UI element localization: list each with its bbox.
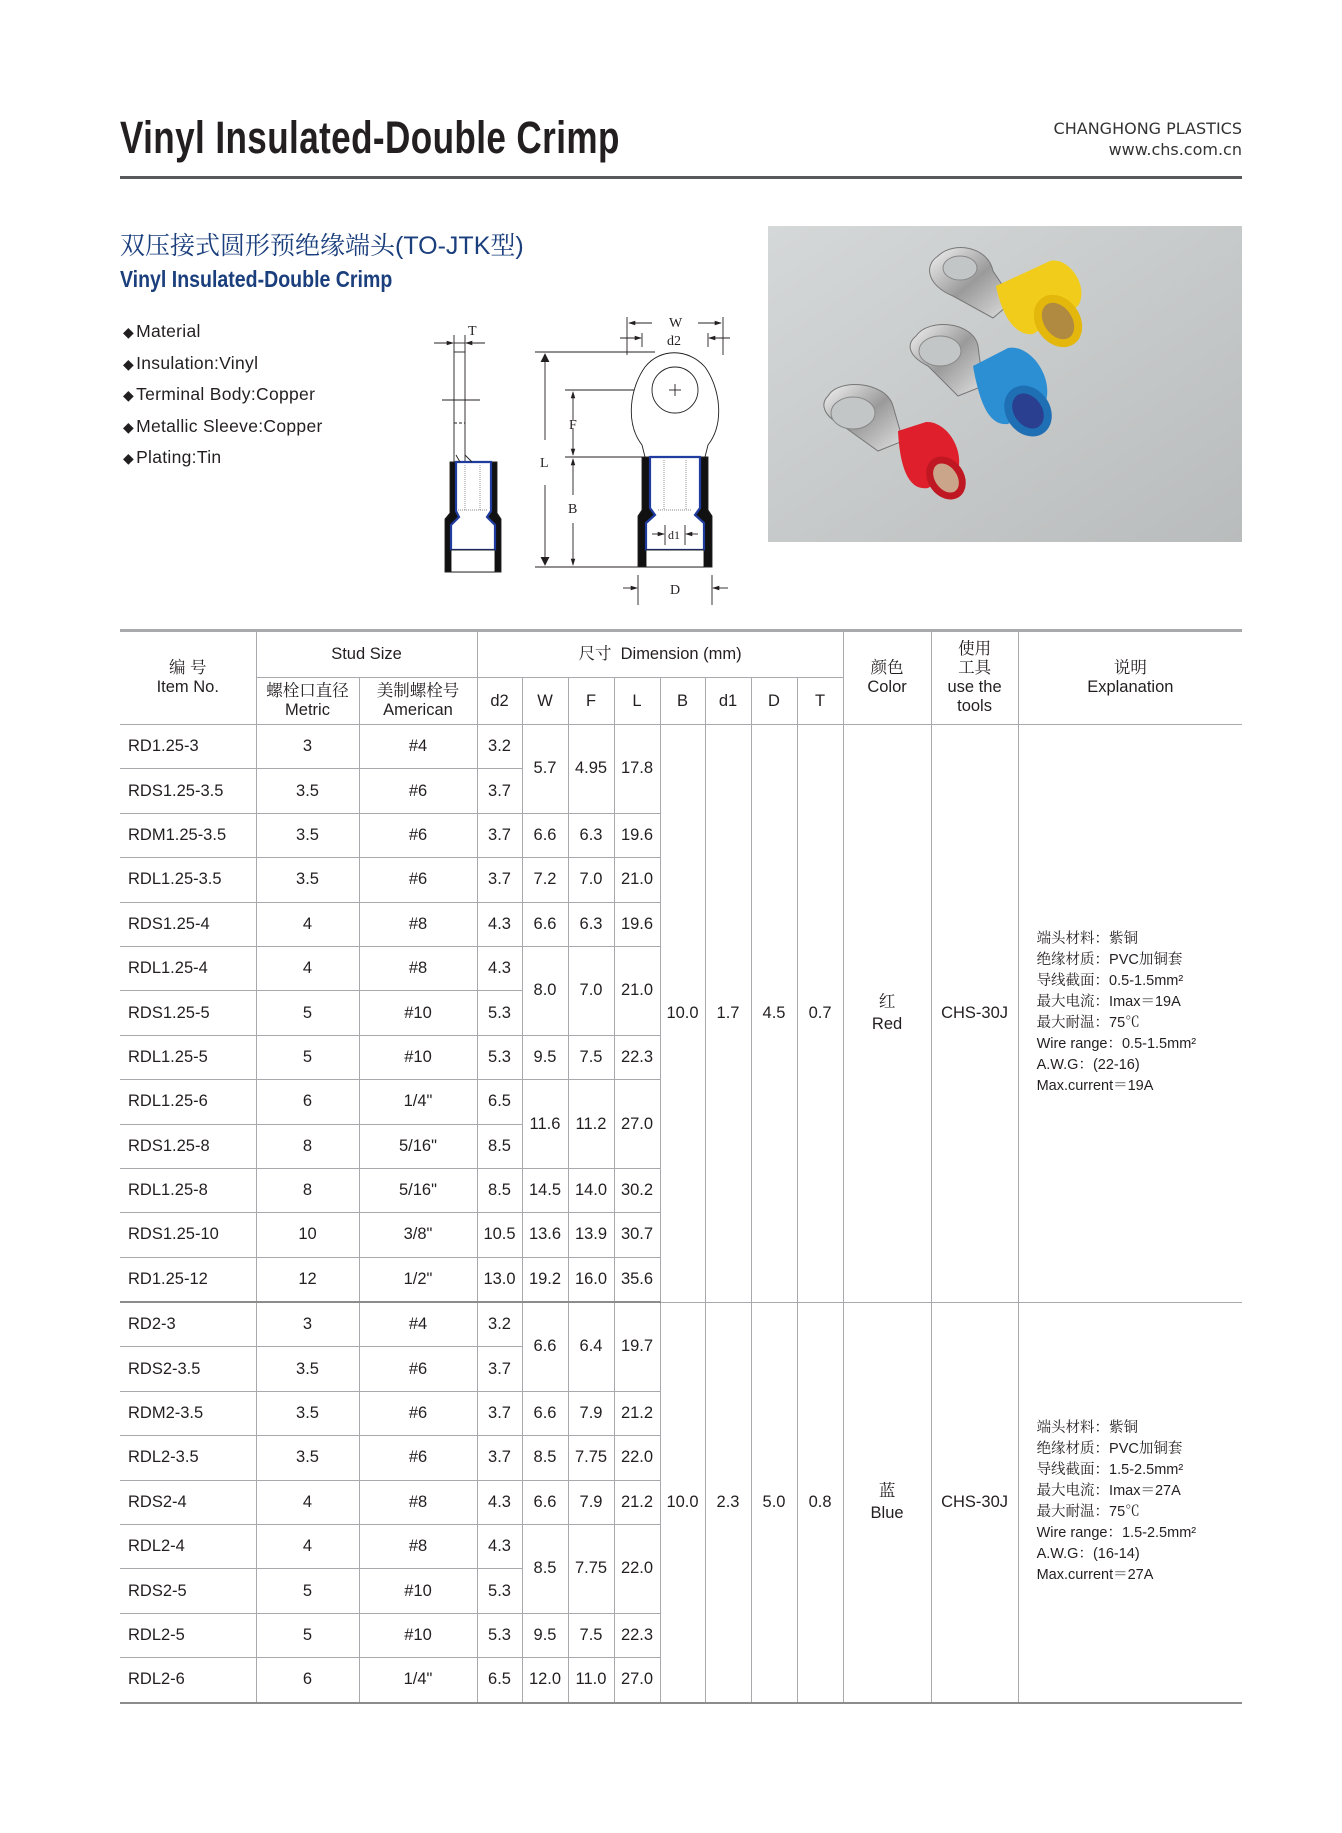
feature-item: ◆ Plating:Tin bbox=[123, 442, 323, 474]
side-view bbox=[434, 335, 501, 572]
header-item-en: Item No. bbox=[156, 678, 219, 696]
header-color-cn: 颜色 bbox=[870, 659, 904, 677]
cell-W: 6.6 bbox=[522, 1391, 568, 1435]
header-T: T bbox=[797, 678, 843, 725]
cell-american: #6 bbox=[359, 769, 477, 813]
header-american-cn: 美制螺栓号 bbox=[376, 682, 460, 700]
feature-item: ◆ Terminal Body:Copper bbox=[123, 379, 323, 411]
cell-W: 8.0 bbox=[522, 946, 568, 1035]
cell-F: 7.0 bbox=[568, 946, 614, 1035]
cell-d2: 4.3 bbox=[477, 902, 522, 946]
product-title-en: Vinyl Insulated-Double Crimp bbox=[120, 266, 393, 292]
cell-item-no: RDS2-3.5 bbox=[120, 1347, 256, 1391]
header-metric bbox=[256, 678, 359, 725]
cell-d2: 13.0 bbox=[477, 1257, 522, 1302]
cell-F: 6.3 bbox=[568, 813, 614, 857]
cell-explanation bbox=[1018, 725, 1242, 1303]
cell-tool: CHS-30J bbox=[931, 725, 1018, 1303]
cell-d2: 3.2 bbox=[477, 725, 522, 769]
cell-F: 7.9 bbox=[568, 1391, 614, 1435]
cell-item-no: RD1.25-12 bbox=[120, 1257, 256, 1302]
cell-d2: 3.7 bbox=[477, 1436, 522, 1480]
cell-d2: 4.3 bbox=[477, 1525, 522, 1569]
cell-american: 1/2" bbox=[359, 1257, 477, 1302]
cell-metric: 3 bbox=[256, 725, 359, 769]
cell-W: 13.6 bbox=[522, 1213, 568, 1257]
cell-tool: CHS-30J bbox=[931, 1302, 1018, 1703]
cell-metric: 3 bbox=[256, 1302, 359, 1347]
feature-item: ◆ Metallic Sleeve:Copper bbox=[123, 411, 323, 443]
cell-L: 19.6 bbox=[614, 902, 660, 946]
header-explanation bbox=[1018, 631, 1242, 725]
cell-L: 17.8 bbox=[614, 725, 660, 814]
cell-american: #10 bbox=[359, 1569, 477, 1613]
cell-metric: 4 bbox=[256, 1525, 359, 1569]
cell-W: 6.6 bbox=[522, 902, 568, 946]
cell-metric: 4 bbox=[256, 1480, 359, 1524]
cell-d2: 3.7 bbox=[477, 858, 522, 902]
cell-d2: 5.3 bbox=[477, 1035, 522, 1079]
cell-d2: 5.3 bbox=[477, 991, 522, 1035]
cell-d1: 2.3 bbox=[705, 1302, 751, 1703]
explanation-line: 绝缘材质：PVC加铜套 bbox=[1036, 952, 1183, 969]
header-metric-cn: 螺栓口直径 bbox=[266, 682, 349, 700]
header-tools-cn2: 工具 bbox=[958, 659, 992, 677]
explanation-line: Wire range：0.5-1.5mm² bbox=[1036, 1036, 1197, 1053]
cell-item-no: RDM2-3.5 bbox=[120, 1391, 256, 1435]
cell-metric: 4 bbox=[256, 946, 359, 990]
cell-item-no: RD1.25-3 bbox=[120, 725, 256, 769]
color-cn: 蓝 bbox=[878, 1482, 896, 1501]
cell-F: 11.0 bbox=[568, 1658, 614, 1703]
cell-american: 1/4" bbox=[359, 1658, 477, 1703]
header-american-en: American bbox=[383, 701, 453, 719]
cell-metric: 5 bbox=[256, 1613, 359, 1657]
color-en: Red bbox=[871, 1015, 903, 1034]
cell-F: 7.5 bbox=[568, 1613, 614, 1657]
explanation-line: A.W.G：(16-14) bbox=[1036, 1546, 1140, 1563]
cell-american: #8 bbox=[359, 1525, 477, 1569]
explanation-line: Max.current＝19A bbox=[1036, 1078, 1154, 1095]
cell-item-no: RDS1.25-4 bbox=[120, 902, 256, 946]
cell-american: #6 bbox=[359, 813, 477, 857]
label-L: L bbox=[540, 456, 549, 471]
product-photo bbox=[768, 226, 1242, 542]
cell-metric: 6 bbox=[256, 1080, 359, 1124]
header-expl-cn: 说明 bbox=[1113, 659, 1147, 677]
header-dimension: 尺寸 Dimension (mm) bbox=[477, 631, 843, 678]
label-D: D bbox=[670, 583, 681, 598]
cell-W: 6.6 bbox=[522, 1480, 568, 1524]
spec-table bbox=[120, 629, 1242, 1704]
feature-item: ◆ Insulation:Vinyl bbox=[123, 348, 323, 380]
header-tools-en1: use the bbox=[947, 678, 1002, 696]
explanation-line: 最大电流：Imax＝19A bbox=[1036, 994, 1181, 1011]
cell-metric: 3.5 bbox=[256, 813, 359, 857]
cell-color bbox=[843, 725, 931, 1303]
cell-item-no: RDL1.25-3.5 bbox=[120, 858, 256, 902]
cell-item-no: RDL2-6 bbox=[120, 1658, 256, 1703]
cell-item-no: RDM1.25-3.5 bbox=[120, 813, 256, 857]
cell-D: 5.0 bbox=[751, 1302, 797, 1703]
cell-L: 22.3 bbox=[614, 1035, 660, 1079]
terminal-dimension-diagram bbox=[420, 305, 740, 610]
cell-item-no: RDS2-5 bbox=[120, 1569, 256, 1613]
cell-color bbox=[843, 1302, 931, 1703]
header-L: L bbox=[614, 678, 660, 725]
cell-B: 10.0 bbox=[660, 1302, 705, 1703]
header-american bbox=[359, 678, 477, 725]
cell-item-no: RD2-3 bbox=[120, 1302, 256, 1347]
explanation-line: 最大耐温：75℃ bbox=[1036, 1015, 1140, 1032]
cell-american: #10 bbox=[359, 1035, 477, 1079]
cell-item-no: RDL2-3.5 bbox=[120, 1436, 256, 1480]
cell-L: 22.3 bbox=[614, 1613, 660, 1657]
label-B: B bbox=[568, 502, 578, 517]
cell-d2: 4.3 bbox=[477, 1480, 522, 1524]
cell-american: #6 bbox=[359, 858, 477, 902]
cell-d2: 3.2 bbox=[477, 1302, 522, 1347]
color-en: Blue bbox=[870, 1504, 904, 1523]
cell-L: 21.0 bbox=[614, 858, 660, 902]
cell-item-no: RDS1.25-10 bbox=[120, 1213, 256, 1257]
cell-F: 14.0 bbox=[568, 1168, 614, 1212]
cell-american: 5/16" bbox=[359, 1168, 477, 1212]
cell-explanation bbox=[1018, 1302, 1242, 1703]
header-expl-en: Explanation bbox=[1087, 678, 1174, 696]
cell-d2: 3.7 bbox=[477, 813, 522, 857]
header-color bbox=[843, 631, 931, 725]
cell-d2: 5.3 bbox=[477, 1613, 522, 1657]
header-tools-cn1: 使用 bbox=[958, 640, 992, 658]
cell-american: #6 bbox=[359, 1436, 477, 1480]
cell-d2: 6.5 bbox=[477, 1658, 522, 1703]
cell-metric: 5 bbox=[256, 1569, 359, 1613]
header-B: B bbox=[660, 678, 705, 725]
header-item-cn: 编 号 bbox=[168, 659, 207, 677]
company-block bbox=[1054, 118, 1242, 160]
cell-L: 22.0 bbox=[614, 1525, 660, 1614]
cell-F: 7.5 bbox=[568, 1035, 614, 1079]
company-website[interactable]: www.chs.com.cn bbox=[1108, 140, 1242, 159]
header-d1: d1 bbox=[705, 678, 751, 725]
header-D: D bbox=[751, 678, 797, 725]
cell-F: 13.9 bbox=[568, 1213, 614, 1257]
color-cn: 红 bbox=[878, 993, 896, 1012]
cell-american: #6 bbox=[359, 1391, 477, 1435]
cell-W: 19.2 bbox=[522, 1257, 568, 1302]
explanation-line: 导线截面：0.5-1.5mm² bbox=[1036, 973, 1184, 990]
cell-metric: 8 bbox=[256, 1124, 359, 1168]
cell-d2: 8.5 bbox=[477, 1124, 522, 1168]
cell-W: 7.2 bbox=[522, 858, 568, 902]
explanation-line: 导线截面：1.5-2.5mm² bbox=[1036, 1462, 1184, 1479]
cell-item-no: RDS2-4 bbox=[120, 1480, 256, 1524]
cell-american: #10 bbox=[359, 1613, 477, 1657]
header-tools bbox=[931, 631, 1018, 725]
cell-metric: 8 bbox=[256, 1168, 359, 1212]
header-item-no bbox=[120, 631, 256, 725]
cell-W: 5.7 bbox=[522, 725, 568, 814]
cell-d2: 5.3 bbox=[477, 1569, 522, 1613]
cell-L: 30.7 bbox=[614, 1213, 660, 1257]
cell-L: 19.7 bbox=[614, 1302, 660, 1391]
cell-d2: 3.7 bbox=[477, 1391, 522, 1435]
cell-W: 6.6 bbox=[522, 813, 568, 857]
cell-d2: 3.7 bbox=[477, 769, 522, 813]
cell-item-no: RDL1.25-8 bbox=[120, 1168, 256, 1212]
cell-W: 11.6 bbox=[522, 1080, 568, 1169]
cell-L: 21.2 bbox=[614, 1391, 660, 1435]
cell-metric: 12 bbox=[256, 1257, 359, 1302]
cell-L: 27.0 bbox=[614, 1658, 660, 1703]
label-T: T bbox=[468, 324, 477, 339]
cell-metric: 3.5 bbox=[256, 1436, 359, 1480]
cell-L: 21.2 bbox=[614, 1480, 660, 1524]
cell-T: 0.8 bbox=[797, 1302, 843, 1703]
cell-american: #8 bbox=[359, 902, 477, 946]
cell-metric: 10 bbox=[256, 1213, 359, 1257]
cell-metric: 3.5 bbox=[256, 858, 359, 902]
label-W: W bbox=[669, 316, 683, 331]
cell-W: 9.5 bbox=[522, 1613, 568, 1657]
cell-metric: 5 bbox=[256, 1035, 359, 1079]
cell-W: 8.5 bbox=[522, 1436, 568, 1480]
cell-american: 3/8" bbox=[359, 1213, 477, 1257]
cell-F: 7.9 bbox=[568, 1480, 614, 1524]
cell-d2: 10.5 bbox=[477, 1213, 522, 1257]
cell-metric: 6 bbox=[256, 1658, 359, 1703]
cell-metric: 3.5 bbox=[256, 769, 359, 813]
header-stud-size: Stud Size bbox=[256, 631, 477, 678]
cell-W: 9.5 bbox=[522, 1035, 568, 1079]
cell-L: 30.2 bbox=[614, 1168, 660, 1212]
header-F: F bbox=[568, 678, 614, 725]
cell-item-no: RDL1.25-5 bbox=[120, 1035, 256, 1079]
header-color-en: Color bbox=[867, 678, 907, 696]
header-rule bbox=[120, 176, 1242, 179]
explanation-line: 端头材料：紫铜 bbox=[1036, 931, 1139, 948]
page-title: Vinyl Insulated-Double Crimp bbox=[120, 112, 620, 163]
company-name: CHANGHONG PLASTICS bbox=[1053, 119, 1242, 138]
label-F: F bbox=[569, 418, 577, 433]
cell-american: #10 bbox=[359, 991, 477, 1035]
cell-american: #8 bbox=[359, 946, 477, 990]
cell-F: 7.75 bbox=[568, 1525, 614, 1614]
cell-item-no: RDL1.25-4 bbox=[120, 946, 256, 990]
spec-table-body bbox=[120, 725, 1242, 1703]
cell-item-no: RDS1.25-5 bbox=[120, 991, 256, 1035]
cell-d2: 6.5 bbox=[477, 1080, 522, 1124]
cell-L: 19.6 bbox=[614, 813, 660, 857]
cell-metric: 3.5 bbox=[256, 1347, 359, 1391]
cell-metric: 4 bbox=[256, 902, 359, 946]
cell-american: #6 bbox=[359, 1347, 477, 1391]
cell-item-no: RDL1.25-6 bbox=[120, 1080, 256, 1124]
cell-american: 1/4" bbox=[359, 1080, 477, 1124]
table-row bbox=[120, 1302, 1242, 1347]
feature-item: ◆ Material bbox=[123, 316, 323, 348]
feature-list bbox=[123, 316, 323, 474]
cell-item-no: RDS1.25-8 bbox=[120, 1124, 256, 1168]
cell-item-no: RDL2-4 bbox=[120, 1525, 256, 1569]
cell-L: 35.6 bbox=[614, 1257, 660, 1302]
cell-T: 0.7 bbox=[797, 725, 843, 1303]
explanation-line: 绝缘材质：PVC加铜套 bbox=[1036, 1441, 1183, 1458]
header-d2: d2 bbox=[477, 678, 522, 725]
cell-d2: 4.3 bbox=[477, 946, 522, 990]
cell-W: 14.5 bbox=[522, 1168, 568, 1212]
cell-metric: 5 bbox=[256, 991, 359, 1035]
product-title-cn: 双压接式圆形预绝缘端头(TO-JTK型) bbox=[120, 232, 524, 260]
cell-d2: 8.5 bbox=[477, 1168, 522, 1212]
cell-F: 7.75 bbox=[568, 1436, 614, 1480]
cell-D: 4.5 bbox=[751, 725, 797, 1303]
cell-american: #4 bbox=[359, 725, 477, 769]
cell-L: 22.0 bbox=[614, 1436, 660, 1480]
cell-L: 27.0 bbox=[614, 1080, 660, 1169]
explanation-line: Max.current＝27A bbox=[1036, 1567, 1154, 1584]
header-tools-en2: tools bbox=[957, 697, 992, 715]
cell-american: #4 bbox=[359, 1302, 477, 1347]
cell-L: 21.0 bbox=[614, 946, 660, 1035]
explanation-line: Wire range：1.5-2.5mm² bbox=[1036, 1525, 1197, 1542]
cell-item-no: RDS1.25-3.5 bbox=[120, 769, 256, 813]
cell-d2: 3.7 bbox=[477, 1347, 522, 1391]
cell-american: 5/16" bbox=[359, 1124, 477, 1168]
header-W: W bbox=[522, 678, 568, 725]
label-d1: d1 bbox=[668, 528, 680, 542]
header-metric-en: Metric bbox=[285, 701, 330, 719]
cell-item-no: RDL2-5 bbox=[120, 1613, 256, 1657]
cell-W: 12.0 bbox=[522, 1658, 568, 1703]
cell-W: 8.5 bbox=[522, 1525, 568, 1614]
cell-W: 6.6 bbox=[522, 1302, 568, 1391]
cell-d1: 1.7 bbox=[705, 725, 751, 1303]
explanation-line: 最大电流：Imax＝27A bbox=[1036, 1483, 1181, 1500]
cell-B: 10.0 bbox=[660, 725, 705, 1303]
explanation-line: 最大耐温：75℃ bbox=[1036, 1504, 1140, 1521]
label-d2: d2 bbox=[667, 334, 681, 349]
cell-F: 4.95 bbox=[568, 725, 614, 814]
cell-F: 11.2 bbox=[568, 1080, 614, 1169]
cell-metric: 3.5 bbox=[256, 1391, 359, 1435]
explanation-line: 端头材料：紫铜 bbox=[1036, 1420, 1139, 1437]
cell-F: 6.3 bbox=[568, 902, 614, 946]
cell-F: 6.4 bbox=[568, 1302, 614, 1391]
cell-F: 16.0 bbox=[568, 1257, 614, 1302]
table-row bbox=[120, 725, 1242, 769]
cell-american: #8 bbox=[359, 1480, 477, 1524]
cell-F: 7.0 bbox=[568, 858, 614, 902]
explanation-line: A.W.G：(22-16) bbox=[1036, 1057, 1140, 1074]
